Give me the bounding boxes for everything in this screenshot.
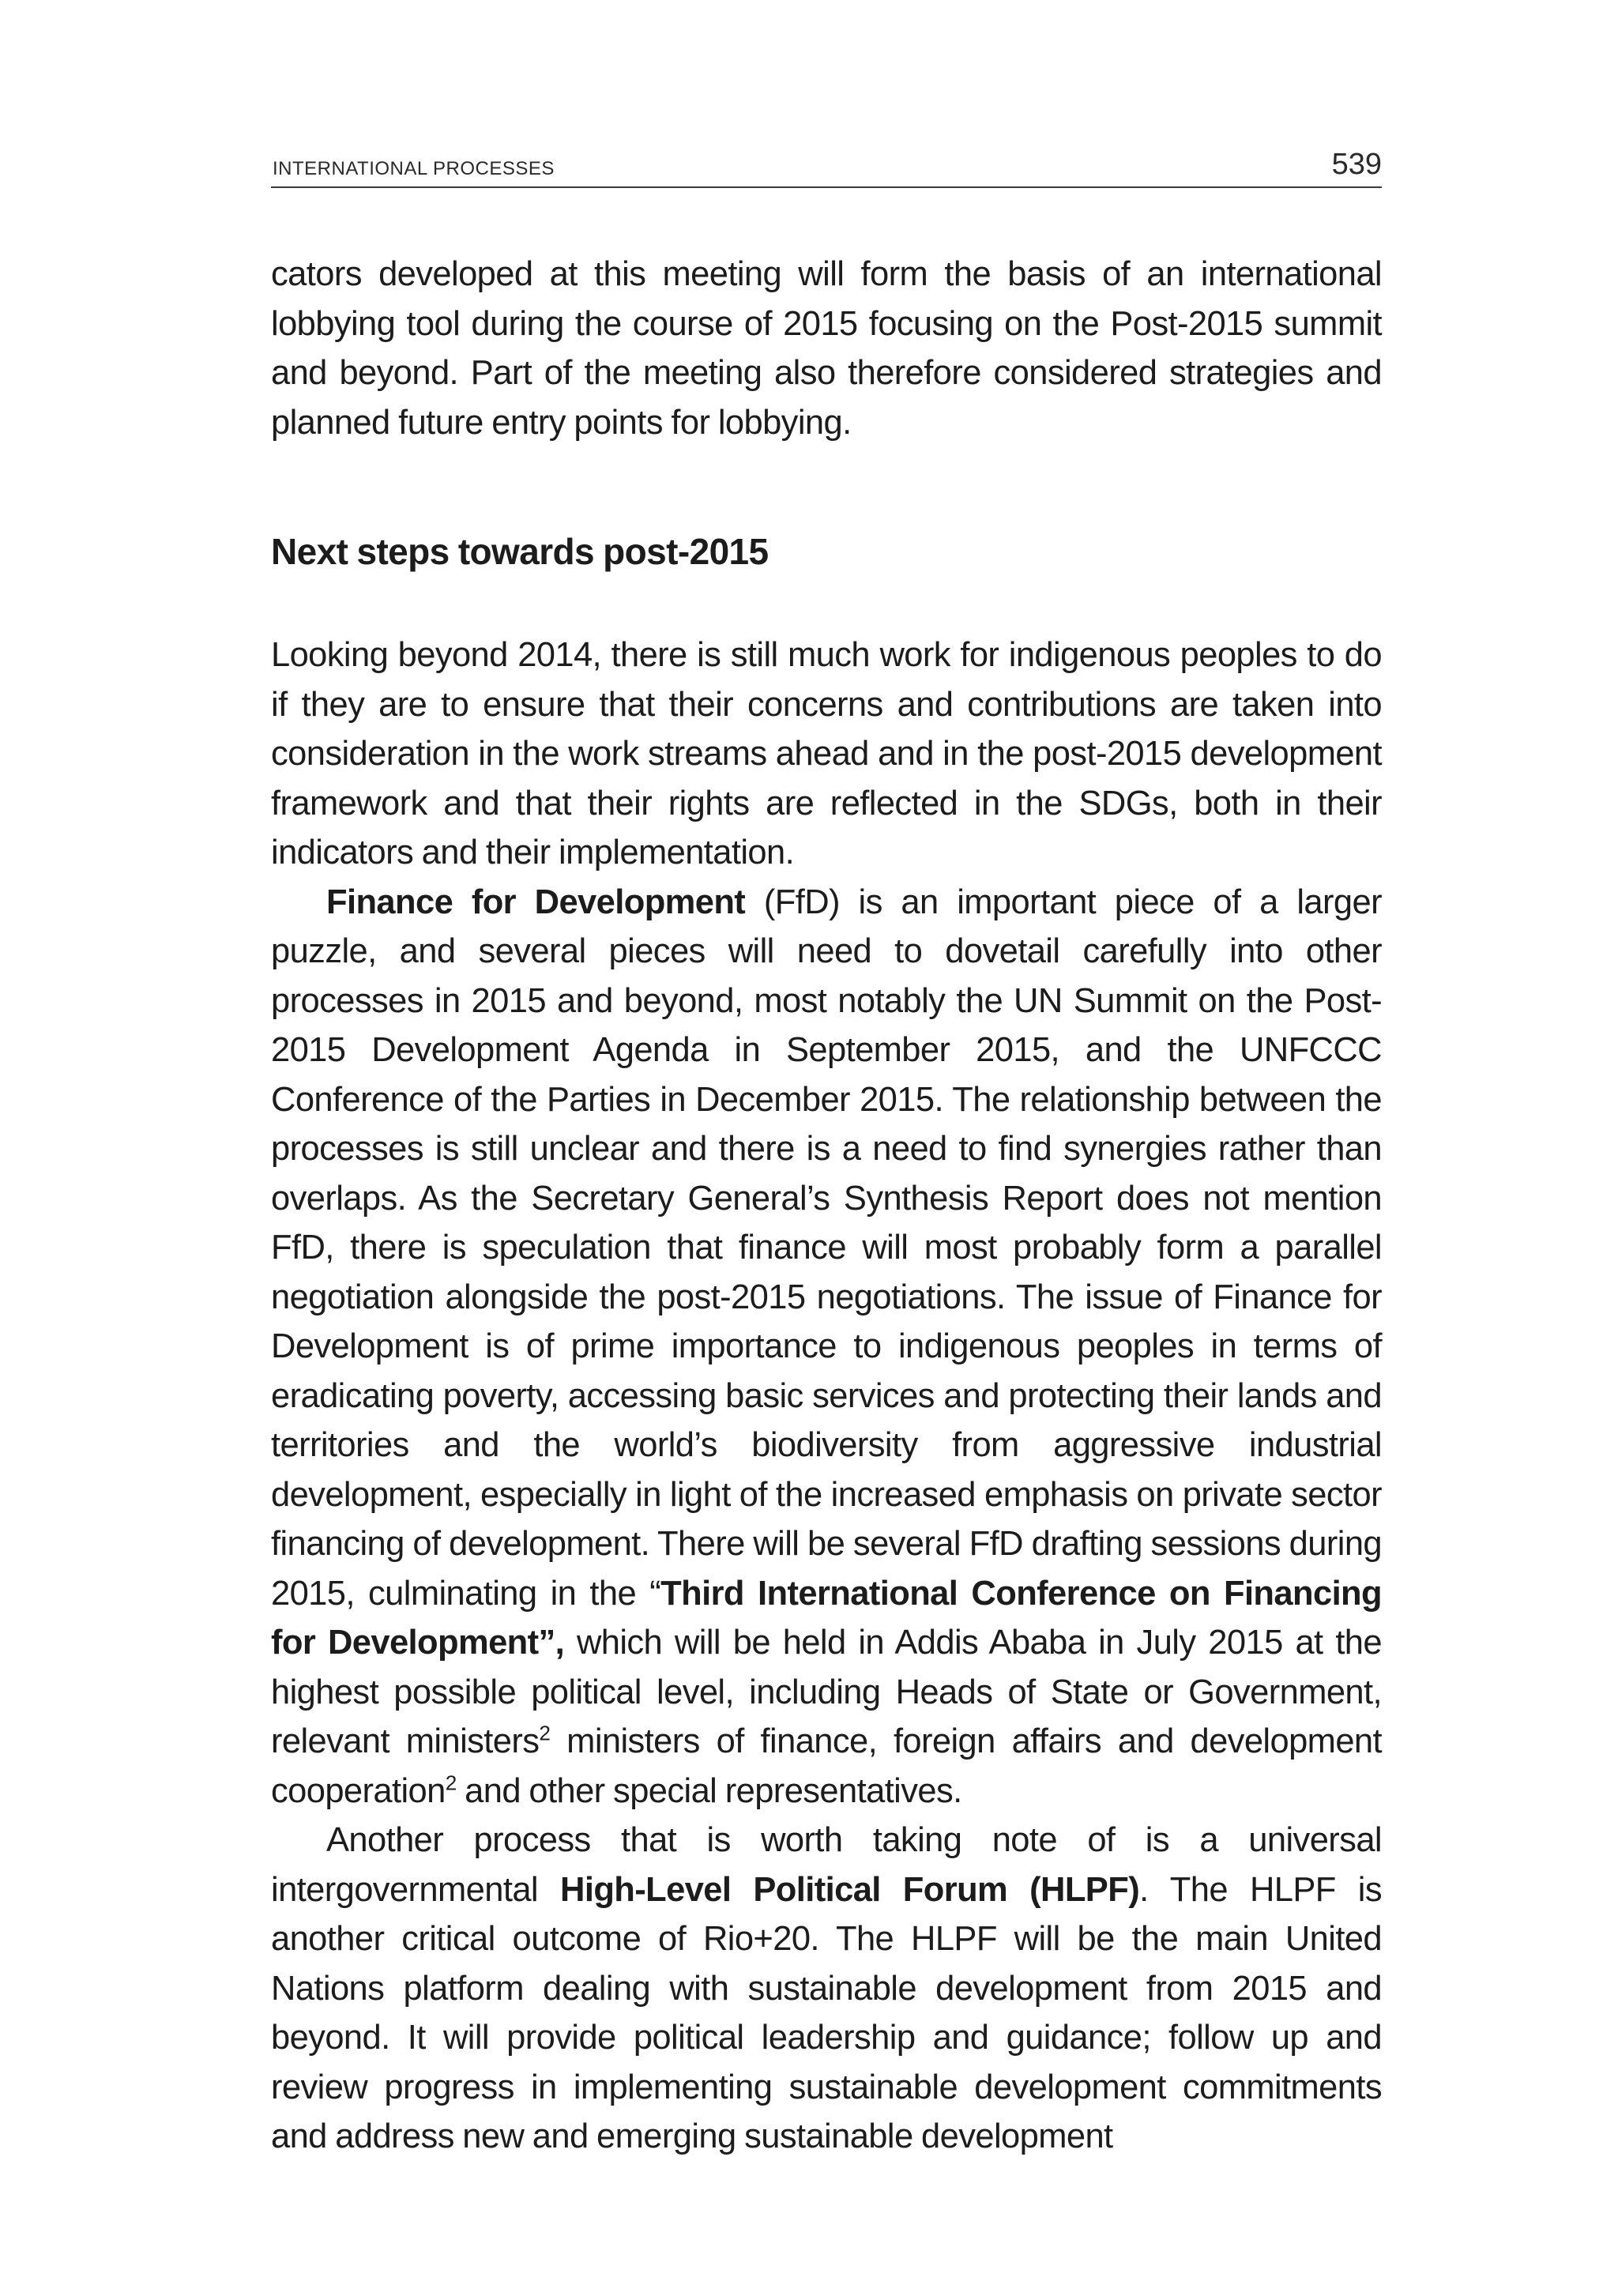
paragraph-3-text-d: and other special representatives.	[456, 1771, 962, 1810]
paragraph-4-text-b: . The HLPF is another critical outcome of Rio+20. The HLPF will be the main United Nations platform dealing with sustainable development from 2015 and beyond. It will provide political leadership and guidance; follow up and review progress in implementing sustainable development commitments and address new and emerging sustainable development	[271, 1870, 1382, 2155]
paragraph-3-text-c: ministers of finance, foreign affairs and development cooperation	[271, 1722, 1382, 1810]
paragraph-3	[271, 878, 1382, 1816]
superscript-2: 2	[539, 1721, 551, 1745]
running-title: INTERNATIONAL PROCESSES	[273, 158, 555, 179]
paragraph-4-text-a: Another process that is worth taking note of is a universal intergovernmental	[271, 1821, 1382, 1909]
section-heading: Next steps towards post-2015	[271, 531, 769, 572]
term-finance-for-development: Finance for Development	[326, 883, 746, 921]
paragraph-2: Looking beyond 2014, there is still much work for indigenous peoples to do if they are to ensure that their concerns and contributions are taken into consideration in the work streams ahead and in the post-2015 development framework and that their rights are reflected in the SDGs, both in their indicators and their implementation.	[271, 636, 1382, 871]
body-text	[271, 250, 1382, 2162]
paragraph-4	[271, 1816, 1382, 2162]
superscript-2: 2	[445, 1771, 457, 1794]
paragraph-3-text-b: which will be held in Addis Ababa in July 2015 at the highest possible political level, including Heads of State or Government, relevant ministers	[271, 1624, 1382, 1760]
page-number: 539	[1331, 148, 1382, 181]
term-third-conference: Third International Conference on Financing for Development”,	[271, 1574, 1382, 1662]
term-hlpf: High-Level Political Forum (HLPF)	[560, 1870, 1140, 1909]
paragraph-3-text-a: (FfD) is an important piece of a larger puzzle, and several pieces will need to dovetail carefully into other processes in 2015 and beyond, most notably the UN Summit on the Post-2015 Development Agenda in September 2015, and the UNFCCC Conference of the Parties in December 2015. The relationship between the processes is still unclear and there is a need to find synergies rather than overlaps. As the Secretary General’s Synthesis Report does not mention FfD, there is speculation that finance will most probably form a parallel negotiation alongside the post-2015 negotiations. The issue of Finance for Development is of prime importance to indigenous peoples in terms of eradicating poverty, accessing basic services and protecting their lands and territories and the world’s biodiversity from aggressive industrial development, especially in light of the increased emphasis on private sector financing of development. There will be several FfD drafting sessions during 2015, culminating in the “	[271, 883, 1382, 1613]
running-header	[271, 150, 1382, 188]
paragraph-1: cators developed at this meeting will form the basis of an international lobbying tool during the course of 2015 focusing on the Post-2015 summit and beyond. Part of the meeting also therefore considered strategies and planned future entry points for lobbying.	[271, 255, 1382, 442]
document-page	[271, 150, 1382, 2162]
